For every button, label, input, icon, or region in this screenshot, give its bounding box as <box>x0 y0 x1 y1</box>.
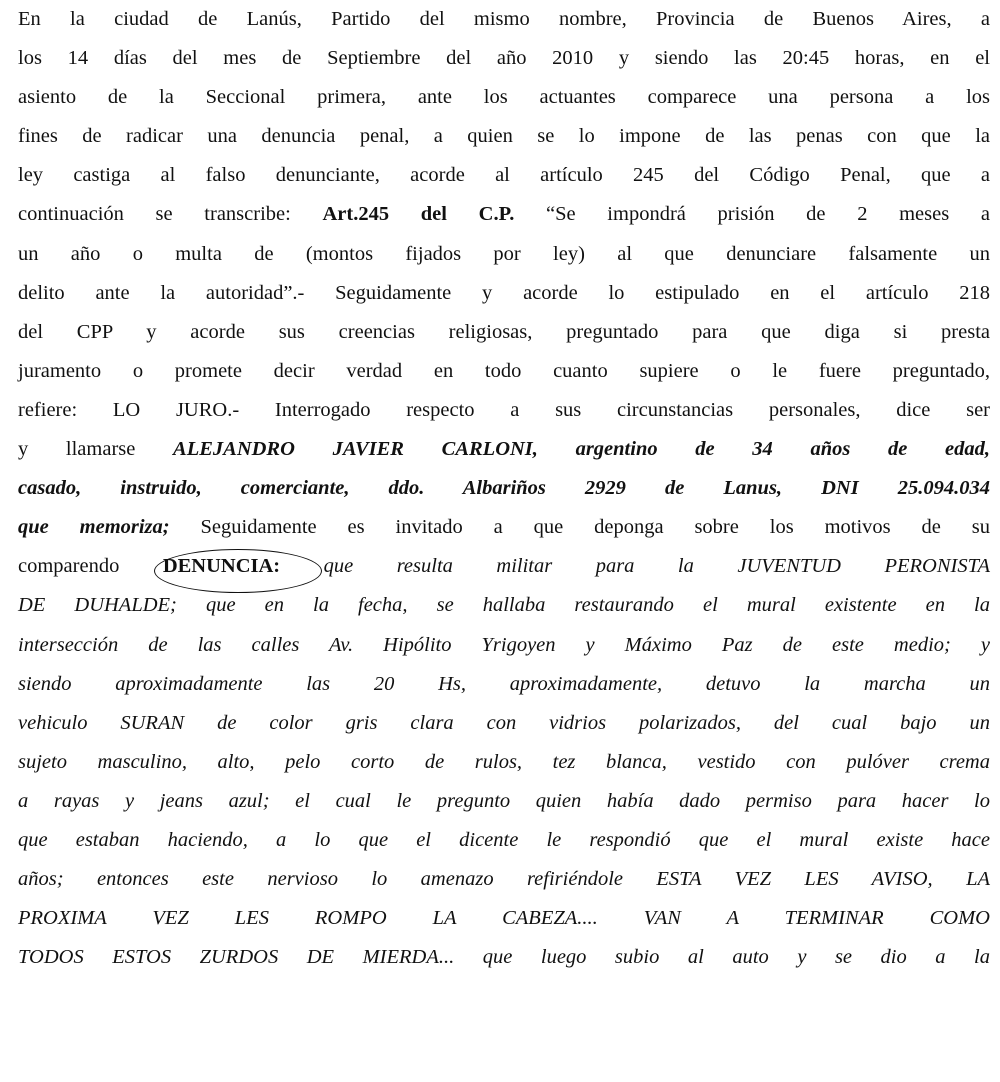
document-body <box>18 0 990 977</box>
body-text: comparendo <box>18 555 163 578</box>
document-line <box>18 665 990 704</box>
document-line <box>18 586 990 625</box>
document-line <box>18 547 990 586</box>
italic-text: a rayas y jeans azul; el cual le pregunto quien había dado permiso para hacer lo <box>18 789 990 812</box>
italic-text: intersección de las calles Av. Hipólito Yrigoyen y Máximo Paz de este medio; y <box>18 633 990 656</box>
italic-text: PROXIMA VEZ LES ROMPO LA CABEZA.... VAN A TERMINAR COMO <box>18 907 990 930</box>
document-line <box>18 274 990 313</box>
body-text: “Se impondrá prisión de 2 meses a <box>514 203 990 226</box>
document-line <box>18 626 990 665</box>
body-text: del CPP y acorde sus creencias religiosas, preguntado para que diga si presta <box>18 320 990 343</box>
body-text: continuación se transcribe: <box>18 203 323 226</box>
body-text: asiento de la Seccional primera, ante los actuantes comparece una persona a los <box>18 86 990 109</box>
body-text: y llamarse <box>18 438 174 461</box>
italic-text: que estaban haciendo, a lo que el dicente le respondió que el mural existe hace <box>18 828 990 851</box>
document-line <box>18 743 990 782</box>
italic-text: vehiculo SURAN de color gris clara con vidrios polarizados, del cual bajo un <box>18 711 990 734</box>
document-line <box>18 704 990 743</box>
bold-italic-text: ALEJANDRO JAVIER CARLONI, argentino de 34 años de edad, <box>173 438 990 461</box>
italic-text: sujeto masculino, alto, pelo corto de rulos, tez blanca, vestido con pulóver crema <box>18 750 990 773</box>
document-line <box>18 469 990 508</box>
document-line <box>18 821 990 860</box>
body-text: fines de radicar una denuncia penal, a quien se lo impone de las penas con que la <box>18 125 990 148</box>
body-text: Seguidamente es invitado a que deponga sobre los motivos de su <box>169 516 991 539</box>
document-line <box>18 508 990 547</box>
bold-text: : <box>273 555 324 578</box>
body-text: ley castiga al falso denunciante, acorde al artículo 245 del Código Penal, que a <box>18 164 990 187</box>
document-line <box>18 430 990 469</box>
document-line <box>18 0 990 39</box>
document-line <box>18 782 990 821</box>
document-line <box>18 235 990 274</box>
bold-text: Art.245 del C.P. <box>322 203 515 226</box>
italic-text: DE DUHALDE; que en la fecha, se hallaba restaurando el mural existente en la <box>18 594 990 617</box>
document-line <box>18 860 990 899</box>
bold-italic-text: que memoriza; <box>18 516 170 539</box>
circled-word-wrapper <box>163 555 273 577</box>
body-text: En la ciudad de Lanús, Partido del mismo nombre, Provincia de Buenos Aires, a <box>18 8 990 30</box>
body-text: refiere: LO JURO.- Interrogado respecto a sus circunstancias personales, dice ser <box>18 398 990 421</box>
italic-text: años; entonces este nervioso lo amenazo refiriéndole ESTA VEZ LES AVISO, LA <box>18 868 990 891</box>
document-line <box>18 899 990 938</box>
document-line <box>18 352 990 391</box>
body-text: los 14 días del mes de Septiembre del año 2010 y siendo las 20:45 horas, en el <box>18 47 990 70</box>
italic-text: siendo aproximadamente las 20 Hs, aproximadamente, detuvo la marcha un <box>18 672 990 695</box>
bold-italic-text: casado, instruido, comerciante, ddo. Albariños 2929 de Lanus, DNI 25.094.034 <box>18 477 990 500</box>
document-line <box>18 117 990 156</box>
document-line <box>18 39 990 78</box>
document-line <box>18 938 990 977</box>
document-line <box>18 391 990 430</box>
body-text: delito ante la autoridad”.- Seguidamente y acorde lo estipulado en el artículo 218 <box>18 281 990 304</box>
document-line <box>18 156 990 195</box>
italic-text: TODOS ESTOS ZURDOS DE MIERDA... que luego subio al auto y se dio a la <box>18 946 990 969</box>
document-line <box>18 195 990 234</box>
body-text: juramento o promete decir verdad en todo cuanto supiere o le fuere preguntado, <box>18 359 990 382</box>
circled-word: DENUNCIA <box>162 555 274 578</box>
document-line <box>18 78 990 117</box>
italic-text: que resulta militar para la JUVENTUD PERONISTA <box>323 555 990 578</box>
document-line <box>18 313 990 352</box>
body-text: un año o multa de (montos fijados por ley) al que denunciare falsamente un <box>18 242 990 265</box>
